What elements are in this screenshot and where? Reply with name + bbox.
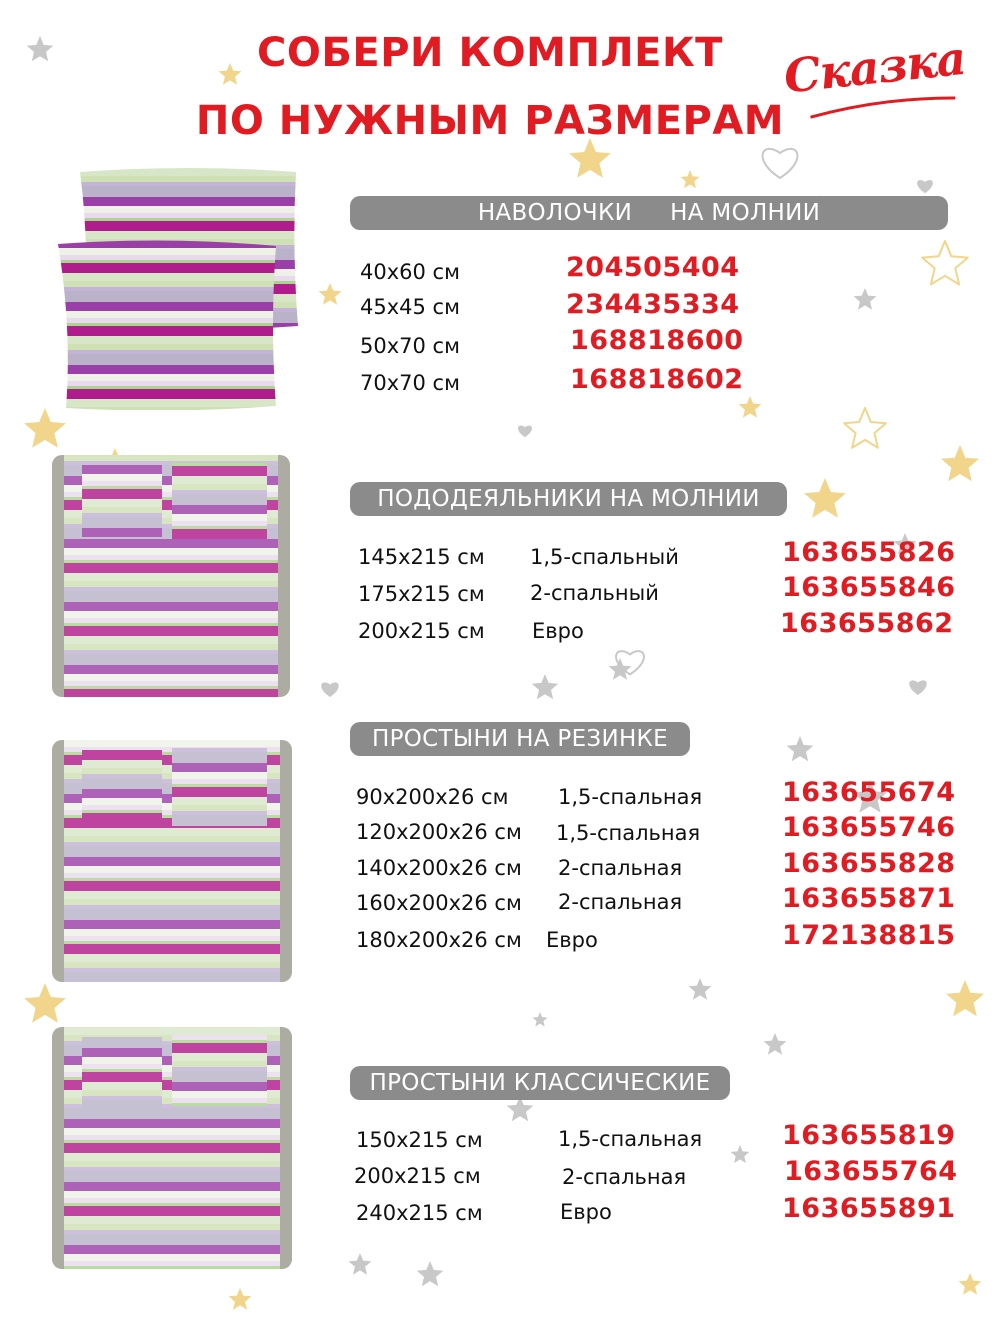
star-icon: [609, 658, 632, 680]
fabric-stripe: [50, 350, 300, 354]
fabric-stripe: [50, 344, 300, 350]
heart-icon: [909, 680, 926, 695]
fabric-stripe: [50, 326, 300, 336]
size-label: 120x200x26 см: [356, 820, 522, 844]
page-title-line1: СОБЕРИ КОМПЛЕКТ: [257, 30, 723, 76]
fabric-stripe: [50, 407, 300, 410]
section-title-fitted-sheets: ПРОСТЫНИ НА РЕЗИНКЕ: [350, 722, 690, 756]
article-code: 163655862: [780, 608, 954, 639]
article-code: 172138815: [782, 920, 956, 951]
size-label: 145x215 см: [358, 545, 485, 569]
star-icon: [739, 396, 762, 418]
article-code: 163655746: [782, 812, 956, 843]
fabric-stripe: [50, 354, 300, 365]
bed-type-label: 2-спальный: [530, 581, 659, 605]
size-label: 180x200x26 см: [356, 928, 522, 952]
fabric-stripe: [50, 291, 300, 302]
size-label: 160x200x26 см: [356, 891, 522, 915]
textile-illustration: [50, 168, 300, 410]
article-code: 163655891: [782, 1193, 956, 1224]
heart-icon: [321, 682, 338, 697]
article-code: 168818600: [570, 325, 744, 356]
article-code: 168818602: [570, 364, 744, 395]
size-label: 90x200x26 см: [356, 785, 509, 809]
textile-illustration: [52, 740, 292, 982]
size-label: 70x70 см: [360, 371, 460, 395]
fabric-stripe: [50, 336, 300, 344]
bed-type-label: 1,5-спальный: [530, 545, 679, 569]
star-icon: [532, 674, 559, 699]
fabric-stripe: [50, 168, 300, 176]
star-icon: [532, 1012, 547, 1027]
size-label: 240x215 см: [356, 1201, 483, 1225]
fabric-stripe: [50, 182, 300, 186]
bed-type-label: 2-спальная: [558, 856, 683, 880]
fabric-stripe: [50, 273, 300, 281]
size-label: 40x60 см: [360, 260, 460, 284]
photo-light-overlay: [52, 740, 292, 982]
photo-light-overlay: [52, 455, 290, 697]
size-label: 200x215 см: [358, 619, 485, 643]
fabric-stripe: [50, 213, 300, 218]
bed-type-label: 1,5-спальная: [556, 821, 701, 845]
star-icon: [804, 478, 846, 518]
article-code: 234435334: [566, 289, 740, 320]
star-icon: [681, 170, 700, 188]
page-title-line2: ПО НУЖНЫМ РАЗМЕРАМ: [195, 98, 785, 144]
star-icon: [959, 1273, 982, 1295]
textile-illustration: [52, 1027, 292, 1269]
star-icon: [349, 1253, 372, 1275]
fabric-stripe: [50, 399, 300, 407]
photo-light-overlay: [52, 1027, 292, 1269]
star-icon: [417, 1261, 444, 1286]
fabric-stripe: [50, 311, 300, 318]
article-code: 163655828: [782, 848, 956, 879]
heart-icon: [763, 149, 798, 178]
size-label: 50x70 см: [360, 334, 460, 358]
fabric-stripe: [50, 374, 300, 381]
bed-type-label: 2-спальная: [562, 1165, 687, 1189]
bed-type-label: 2-спальная: [558, 890, 683, 914]
heart-icon: [917, 180, 933, 193]
fabric-stripe: [50, 323, 300, 326]
fabric-stripe: [50, 365, 300, 374]
article-code: 204505404: [566, 252, 740, 283]
fabric-stripe: [50, 176, 300, 182]
size-label: 150x215 см: [356, 1128, 483, 1152]
fabric-stripe: [50, 248, 300, 255]
textile-illustration: [52, 455, 290, 697]
fabric-stripe: [50, 260, 300, 263]
fabric-stripe: [50, 218, 300, 221]
article-code: 163655846: [782, 572, 956, 603]
star-icon: [24, 983, 66, 1023]
fabric-stripe: [50, 221, 300, 231]
fabric-stripe: [50, 197, 300, 206]
fabric-stripe: [50, 381, 300, 386]
star-icon: [941, 445, 979, 481]
size-label: 200x215 см: [354, 1164, 481, 1188]
star-icon: [229, 1288, 252, 1310]
bed-type-label: Евро: [532, 619, 584, 643]
duvet-cover-bed-photo: [52, 455, 290, 697]
section-title-classic-sheets: ПРОСТЫНИ КЛАССИЧЕСКИЕ: [350, 1066, 730, 1100]
bed-type-label: 1,5-спальная: [558, 785, 703, 809]
article-code: 163655819: [782, 1120, 956, 1151]
fabric-stripe: [50, 318, 300, 323]
section-title-pillowcases: НАВОЛОЧКИ НА МОЛНИИ: [350, 196, 948, 230]
star-icon: [787, 736, 814, 761]
bed-type-label: Евро: [560, 1200, 612, 1224]
star-icon: [764, 1033, 787, 1055]
size-label: 140x200x26 см: [356, 856, 522, 880]
star-icon: [27, 36, 54, 61]
article-code: 163655764: [784, 1156, 958, 1187]
star-icon: [922, 241, 968, 284]
star-icon: [319, 283, 342, 305]
section-title-duvet-covers: ПОДОДЕЯЛЬНИКИ НА МОЛНИИ: [350, 482, 787, 516]
bed-type-label: Евро: [546, 928, 598, 952]
star-icon: [946, 980, 984, 1016]
star-icon: [844, 408, 886, 448]
article-code: 163655871: [782, 883, 956, 914]
classic-sheet-bed-photo: [52, 1027, 292, 1269]
fabric-stripe: [50, 206, 300, 213]
fabric-stripe: [50, 302, 300, 311]
heart-icon: [518, 426, 532, 438]
star-icon: [689, 978, 712, 1000]
brand-logo-text: Сказка: [781, 30, 968, 104]
fabric-stripe: [50, 263, 300, 273]
size-label: 175x215 см: [358, 582, 485, 606]
fitted-sheet-bed-photo: [52, 740, 292, 982]
star-icon: [24, 408, 66, 448]
fabric-stripe: [50, 231, 300, 239]
article-code: 163655674: [782, 777, 956, 808]
star-icon: [854, 288, 877, 310]
article-code: 163655826: [782, 537, 956, 568]
fabric-stripe: [50, 186, 300, 197]
size-label: 45x45 см: [360, 295, 460, 319]
fabric-stripe: [50, 281, 300, 287]
fabric-stripe: [50, 386, 300, 389]
bed-type-label: 1,5-спальная: [558, 1127, 703, 1151]
fabric-stripe: [50, 389, 300, 399]
star-icon: [731, 1145, 750, 1163]
fabric-stripe: [50, 287, 300, 291]
pillowcases-photo: [50, 168, 300, 410]
fabric-stripe: [50, 255, 300, 260]
